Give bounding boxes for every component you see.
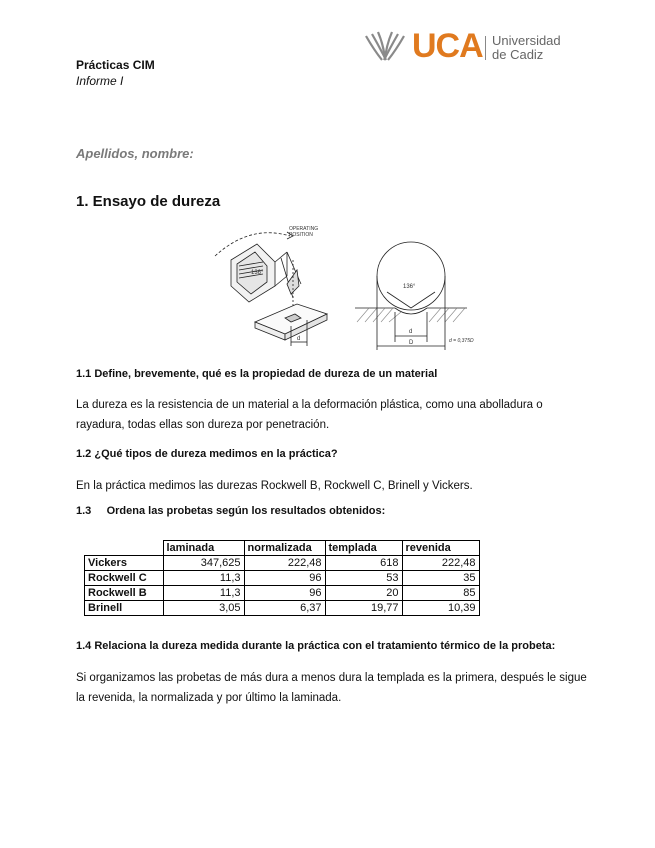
table-corner-cell (85, 541, 164, 556)
question-1-2-title: 1.2 ¿Qué tipos de dureza medimos en la práctica? (76, 448, 338, 460)
answer-line: la revenida, la normalizada y por último la laminada. (76, 692, 342, 704)
table-cell: 6,37 (244, 601, 325, 616)
table-cell: 222,48 (402, 556, 479, 571)
question-1-1-title: 1.1 Define, brevemente, qué es la propiedad de dureza de un material (76, 368, 438, 380)
table-cell: 85 (402, 586, 479, 601)
question-1-3-title: 1.3 Ordena las probetas según los resultados obtenidos: (76, 505, 386, 517)
table-cell: 10,39 (402, 601, 479, 616)
report-course-title: Prácticas CIM (76, 58, 155, 72)
hardness-test-figure (205, 222, 487, 356)
table-cell: 11,3 (163, 586, 244, 601)
column-header: templada (325, 541, 402, 556)
table-cell: 19,77 (325, 601, 402, 616)
table-cell: 96 (244, 571, 325, 586)
logo-line-2: de Cadiz (492, 47, 544, 62)
figure-angle-right: 136° (403, 284, 416, 290)
section-title: 1. Ensayo de dureza (76, 193, 221, 210)
column-header: laminada (163, 541, 244, 556)
answer-line: En la práctica medimos las durezas Rockwell B, Rockwell C, Brinell y Vickers. (76, 480, 473, 492)
question-1-2-answer (76, 476, 616, 496)
table-row (85, 556, 480, 571)
table-header-row (85, 541, 480, 556)
figure-formula: d = 0,375D (449, 338, 474, 344)
table-cell: 96 (244, 586, 325, 601)
university-emblem-icon (362, 30, 408, 64)
figure-label-position: POSITION (289, 232, 313, 238)
answer-line: rayadura, todas ellas son dureza por penetración. (76, 419, 330, 431)
table-cell: 222,48 (244, 556, 325, 571)
figure-dim-d-left: d (297, 336, 301, 342)
table-cell: 618 (325, 556, 402, 571)
table-cell: 53 (325, 571, 402, 586)
figure-label-operating: OPERATING (289, 226, 319, 232)
figure-angle-left: 136° (251, 270, 264, 276)
logo-divider (485, 36, 486, 60)
logo-mark: UCA (412, 27, 483, 65)
row-header: Brinell (85, 601, 164, 616)
table-cell: 3,05 (163, 601, 244, 616)
report-subtitle: Informe I (76, 74, 124, 88)
table-row (85, 586, 480, 601)
table-row (85, 601, 480, 616)
question-1-4-answer (76, 668, 616, 708)
column-header: normalizada (244, 541, 325, 556)
column-header: revenida (402, 541, 479, 556)
name-field-label: Apellidos, nombre: (76, 146, 194, 161)
figure-dim-D: D (409, 340, 414, 346)
table-row (85, 571, 480, 586)
question-1-4-title: 1.4 Relaciona la dureza medida durante la práctica con el tratamiento térmico de la probeta: (76, 640, 556, 652)
question-1-1-answer (76, 395, 616, 435)
row-header: Vickers (85, 556, 164, 571)
answer-line: Si organizamos las probetas de más dura a menos dura la templada es la primera, después le sigue (76, 672, 587, 684)
table-cell: 35 (402, 571, 479, 586)
logo-line-1: Universidad (492, 33, 561, 48)
table-cell: 20 (325, 586, 402, 601)
row-header: Rockwell B (85, 586, 164, 601)
hardness-results-table (84, 540, 480, 616)
table-cell: 11,3 (163, 571, 244, 586)
answer-line: La dureza es la resistencia de un material a la deformación plástica, como una abolladura o (76, 399, 543, 411)
row-header: Rockwell C (85, 571, 164, 586)
figure-dim-d-right: d (409, 329, 413, 335)
table-cell: 347,625 (163, 556, 244, 571)
